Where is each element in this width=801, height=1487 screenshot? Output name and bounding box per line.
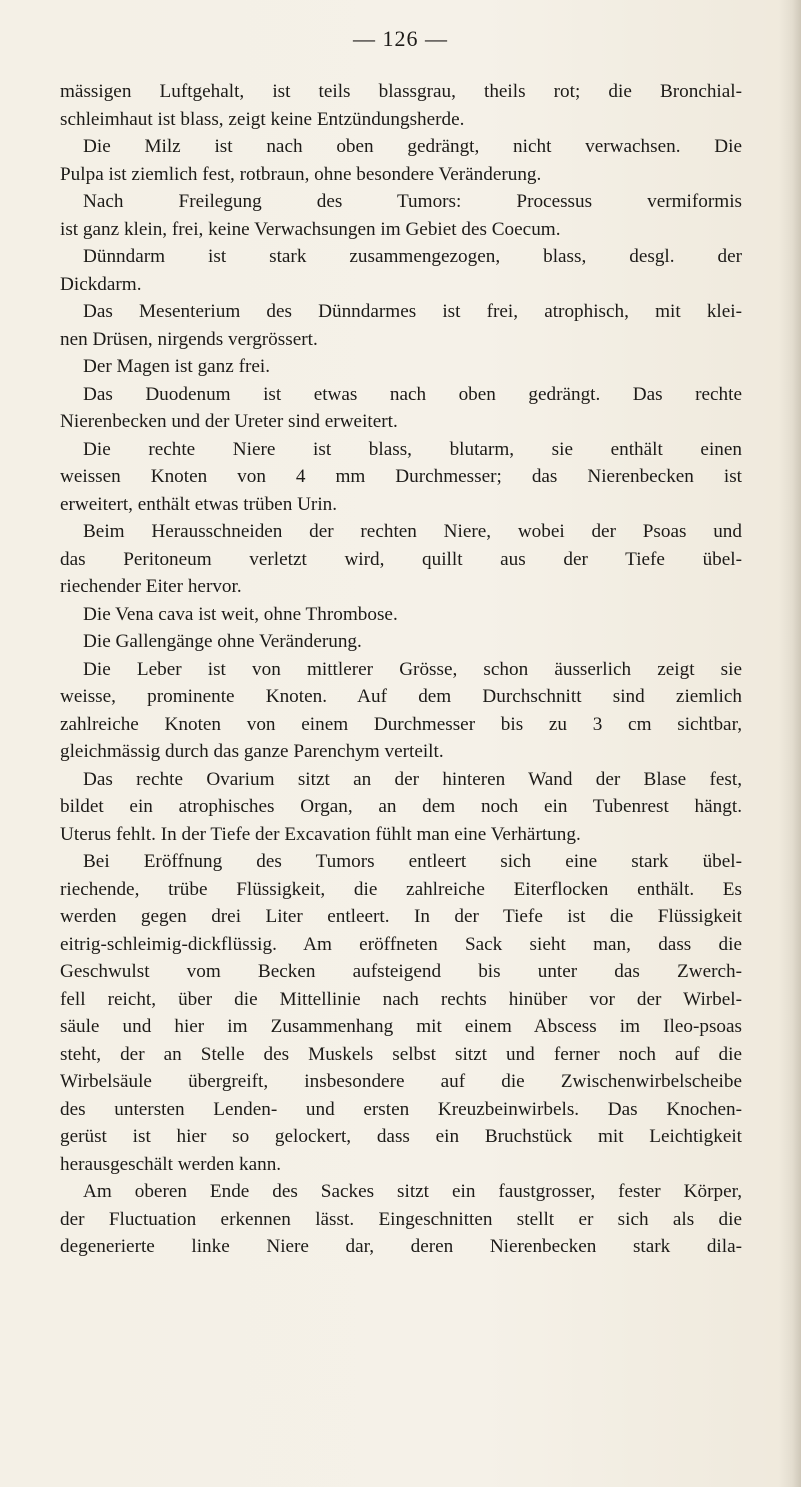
text-line: Das Mesenterium des Dünndarmes ist frei, atrophisch, mit klei- [83, 301, 742, 322]
text-line: weissen Knoten von 4 mm Durchmesser; das Nierenbecken ist [60, 466, 742, 487]
text-line: Die rechte Niere ist blass, blutarm, sie enthält einen [83, 438, 742, 460]
text-line: erweitert, enthält etwas trüben Urin. [60, 493, 338, 515]
page-edge-shadow [779, 0, 801, 1487]
text-line: Nach Freilegung des Tumors: Processus vermiformis [83, 191, 742, 212]
text-line: riechende, trübe Flüssigkeit, die zahlreiche Eiterflocken enthält. Es [60, 878, 742, 900]
text-line: ist ganz klein, frei, keine Verwachsungen im Gebiet des Coecum. [60, 218, 561, 240]
text-line: Der Magen ist ganz frei. [83, 356, 271, 377]
text-line: eitrig-schleimig-dickflüssig. Am eröffneten Sack sieht man, dass die [60, 933, 742, 955]
text-line: nen Drüsen, nirgends vergrössert. [60, 328, 318, 350]
body-text [60, 78, 742, 1261]
text-line: das Peritoneum verletzt wird, quillt aus der Tiefe übel- [60, 548, 742, 570]
text-line: Die Leber ist von mittlerer Grösse, schon äusserlich zeigt sie [83, 658, 742, 680]
text-line: gerüst ist hier so gelockert, dass ein Bruchstück mit Leichtigkeit [60, 1126, 742, 1147]
text-line: bildet ein atrophisches Organ, an dem noch ein Tubenrest hängt. [60, 796, 742, 817]
text-line: herausgeschält werden kann. [60, 1153, 282, 1175]
text-line: Das Duodenum ist etwas nach oben gedrängt. Das rechte [83, 383, 742, 405]
text-line: fell reicht, über die Mittellinie nach rechts hinüber vor der Wirbel- [60, 988, 742, 1010]
text-line: schleimhaut ist blass, zeigt keine Entzündungsherde. [60, 108, 465, 130]
text-line: Am oberen Ende des Sackes sitzt ein faustgrosser, fester Körper, [83, 1181, 742, 1202]
text-line: gleichmässig durch das ganze Parenchym verteilt. [60, 741, 444, 762]
text-line: Die Vena cava ist weit, ohne Thrombose. [83, 603, 398, 625]
text-line: Nierenbecken und der Ureter sind erweitert. [60, 411, 398, 432]
text-line: Pulpa ist ziemlich fest, rotbraun, ohne besondere Veränderung. [60, 163, 542, 185]
text-line: Dünndarm ist stark zusammengezogen, blass, desgl. der [83, 246, 742, 267]
text-line: Beim Herausschneiden der rechten Niere, wobei der Psoas und [83, 521, 742, 542]
text-line: Dickdarm. [60, 273, 142, 295]
text-line: der Fluctuation erkennen lässt. Eingeschnitten stellt er sich als die [60, 1208, 742, 1230]
text-line: mässigen Luftgehalt, ist teils blassgrau, theils rot; die Bronchial- [60, 81, 742, 102]
text-line: riechender Eiter hervor. [60, 576, 242, 597]
text-line: Bei Eröffnung des Tumors entleert sich eine stark übel- [83, 851, 742, 872]
text-line: weisse, prominente Knoten. Auf dem Durchschnitt sind ziemlich [60, 686, 742, 707]
text-line: säule und hier im Zusammenhang mit einem Abscess im Ileo-psoas [60, 1016, 742, 1037]
text-line: Die Gallengänge ohne Veränderung. [83, 631, 362, 652]
text-line: Geschwulst vom Becken aufsteigend bis unter das Zwerch- [60, 961, 742, 982]
text-line: Das rechte Ovarium sitzt an der hinteren Wand der Blase fest, [83, 768, 742, 790]
text-line: Uterus fehlt. In der Tiefe der Excavation fühlt man eine Verhärtung. [60, 823, 581, 845]
text-line: Wirbelsäule übergreift, insbesondere auf die Zwischenwirbelscheibe [60, 1071, 742, 1092]
page-number: — 126 — [353, 26, 448, 51]
text-line: werden gegen drei Liter entleert. In der Tiefe ist die Flüssigkeit [60, 906, 742, 927]
text-line: des untersten Lenden- und ersten Kreuzbeinwirbels. Das Knochen- [60, 1098, 742, 1120]
text-line: steht, der an Stelle des Muskels selbst sitzt und ferner noch auf die [60, 1043, 742, 1065]
text-line: Die Milz ist nach oben gedrängt, nicht verwachsen. Die [83, 136, 742, 157]
text-line: zahlreiche Knoten von einem Durchmesser bis zu 3 cm sichtbar, [60, 713, 742, 735]
text-line: degenerierte linke Niere dar, deren Nierenbecken stark dila- [60, 1236, 742, 1257]
